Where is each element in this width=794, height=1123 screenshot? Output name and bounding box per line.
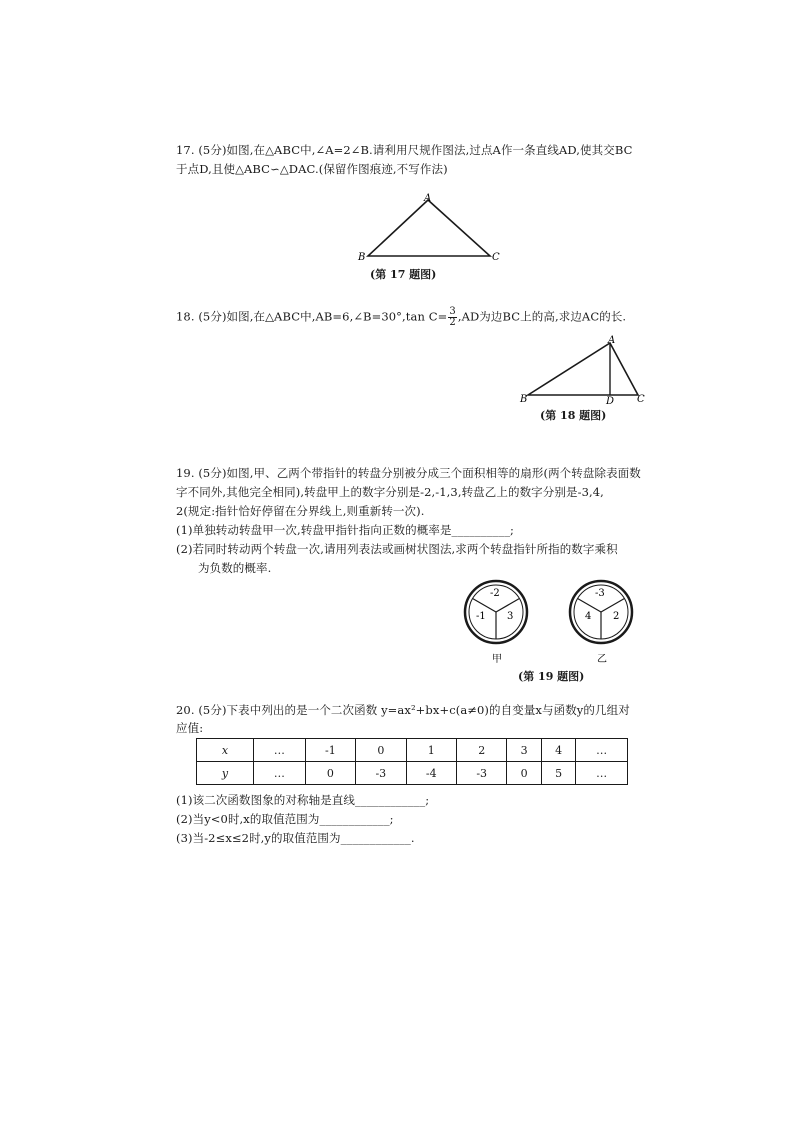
q20-value-table xyxy=(196,738,628,785)
q18-label-c: C xyxy=(637,394,645,405)
table-cell: … xyxy=(576,762,628,785)
q18-text-before: 18. (5分)如图,在△ABC中,AB=6,∠B=30°,tan C= xyxy=(176,309,448,324)
table-cell: -3 xyxy=(456,762,506,785)
q19-sub1: (1)单独转动转盘甲一次,转盘甲指针指向正数的概率是__________; xyxy=(176,523,515,537)
table-cell: x xyxy=(197,739,254,762)
q20-sub1: (1)该二次函数图象的对称轴是直线____________; xyxy=(176,793,430,807)
q18-frac-den: 2 xyxy=(449,317,456,328)
table-cell: 1 xyxy=(406,739,456,762)
q20-line1: 20. (5分)下表中列出的是一个二次函数 y=ax²+bx+c(a≠0)的自变量x与函数y的几组对 xyxy=(176,703,630,717)
q19-line3: 2(规定:指针恰好停留在分界线上,则重新转一次). xyxy=(176,504,425,518)
q17-label-a: A xyxy=(424,193,432,204)
q17-caption: (第 17 题图) xyxy=(370,268,437,281)
spinner-yi xyxy=(570,581,632,665)
q19-caption: (第 19 题图) xyxy=(518,670,585,683)
table-cell: 2 xyxy=(456,739,506,762)
table-cell: 0 xyxy=(356,739,406,762)
table-row-x xyxy=(197,739,628,762)
spinner-yi-top: -3 xyxy=(595,588,605,599)
q19-spinners-figure xyxy=(460,568,660,666)
table-row-y xyxy=(197,762,628,785)
table-cell: y xyxy=(197,762,254,785)
q18-line xyxy=(176,307,626,328)
q18-triangle xyxy=(528,343,638,395)
table-cell: 0 xyxy=(507,762,541,785)
q17-triangle xyxy=(368,200,490,256)
spinner-jia-left: -1 xyxy=(476,611,486,622)
q20-sub2: (2)当y<0时,x的取值范围为____________; xyxy=(176,812,394,826)
table-cell: 5 xyxy=(541,762,575,785)
q17-label-c: C xyxy=(492,252,500,263)
table-cell: … xyxy=(576,739,628,762)
spinner-yi-right: 2 xyxy=(613,611,620,622)
table-cell: … xyxy=(254,739,306,762)
q17-triangle-figure xyxy=(350,190,510,265)
q20-sub3: (3)当-2≤x≤2时,y的取值范围为____________. xyxy=(176,831,415,845)
spinner-jia xyxy=(465,581,527,665)
q18-frac-num: 3 xyxy=(449,306,456,317)
spinner-jia-top: -2 xyxy=(490,588,500,599)
q18-label-b: B xyxy=(520,394,528,405)
table-cell: -3 xyxy=(356,762,406,785)
q17-line1: 17. (5分)如图,在△ABC中,∠A=2∠B.请利用尺规作图法,过点A作一条直线AD,使其交BC xyxy=(176,143,633,157)
table-cell: 3 xyxy=(507,739,541,762)
spinner-yi-left: 4 xyxy=(585,611,592,622)
spinner-jia-right: 3 xyxy=(507,611,514,622)
q19-line2: 字不同外,其他完全相同),转盘甲上的数字分别是-2,-1,3,转盘乙上的数字分别是-3,4, xyxy=(176,485,604,499)
q18-triangle-figure xyxy=(518,333,648,405)
q18-fraction xyxy=(448,307,456,328)
spinner-jia-name: 甲 xyxy=(492,654,502,665)
q17-line2: 于点D,且使△ABC∽△DAC.(保留作图痕迹,不写作法) xyxy=(176,162,448,176)
table-cell: 4 xyxy=(541,739,575,762)
q18-caption: (第 18 题图) xyxy=(540,409,607,422)
table-cell: 0 xyxy=(305,762,355,785)
q18-text-after: ,AD为边BC上的高,求边AC的长. xyxy=(457,309,627,324)
q20-line2: 应值: xyxy=(176,721,204,735)
q19-sub2b: 为负数的概率. xyxy=(198,561,272,575)
q18-label-a: A xyxy=(608,335,616,346)
table-cell: … xyxy=(254,762,306,785)
table-cell: -4 xyxy=(406,762,456,785)
q17-label-b: B xyxy=(358,252,366,263)
spinner-yi-name: 乙 xyxy=(597,654,607,665)
q18-label-d: D xyxy=(606,396,615,405)
table-cell: -1 xyxy=(305,739,355,762)
q19-sub2a: (2)若同时转动两个转盘一次,请用列表法或画树状图法,求两个转盘指针所指的数字乘积 xyxy=(176,542,618,556)
q19-line1: 19. (5分)如图,甲、乙两个带指针的转盘分别被分成三个面积相等的扇形(两个转盘除表面数 xyxy=(176,466,641,480)
